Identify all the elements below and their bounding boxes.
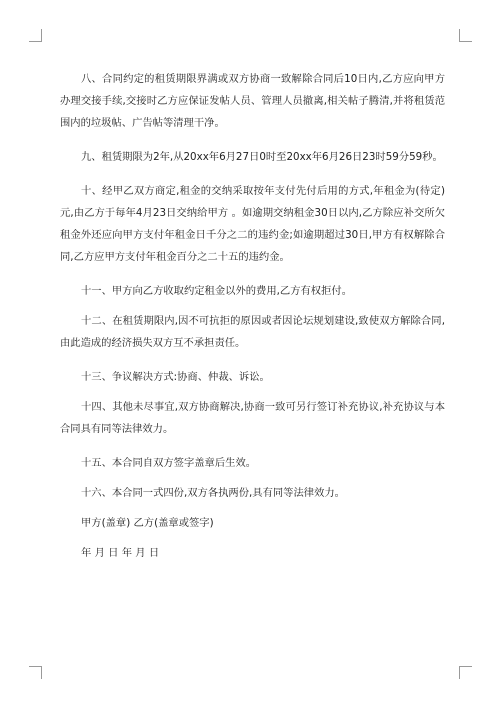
crop-mark-bottom-right — [459, 666, 472, 679]
signature-dates: 年 月 日 年 月 日 — [81, 547, 160, 559]
clause-13: 十三、争议解决方式:协商、仲裁、诉讼。 — [81, 371, 270, 383]
clause-9: 九、租赁期限为2年,从20xx年6月27日0时至20xx年6月26日23时59分59秒。 — [81, 151, 443, 163]
crop-mark-bottom-left — [29, 666, 42, 679]
clause-15: 十五、本合同自双方签字盖章后生效。 — [81, 457, 257, 469]
document-body — [60, 68, 445, 572]
clause-11: 十一、甲方向乙方收取约定租金以外的费用,乙方有权拒付。 — [81, 285, 352, 297]
clause-16: 十六、本合同一式四份,双方各执两份,具有同等法律效力。 — [81, 487, 345, 499]
clause-12: 十二、在租赁期限内,因不可抗拒的原因或者因论坛规划建设,致使双方解除合同,由此造成的经济损失双方互不承担责任。 — [60, 315, 445, 349]
crop-mark-top-right — [459, 29, 472, 42]
clause-8: 八、合同约定的租赁期限界满或双方协商一致解除合同后10日内,乙方应向甲方办理交接手续,交接时乙方应保证发帖人员、管理人员撤离,相关帖子腾清,并将租赁范围内的垃圾帖、广告帖等清理干净。 — [60, 73, 445, 129]
clause-14: 十四、其他未尽事宜,双方协商解决,协商一致可另行签订补充协议,补充协议与本合同具有同等法律效力。 — [60, 401, 445, 435]
crop-mark-top-left — [29, 29, 42, 42]
clause-10: 十、经甲乙双方商定,租金的交纳采取按年支付先付后用的方式,年租金为(待定)元,由乙方于每年4月23日交纳给甲方 。如逾期交纳租金30日以内,乙方除应补交所欠租金外还应向甲方支付年租金日千分之二的违约金;如逾期超过30日,甲方有权解除合同,乙方应甲方支付年租金百分之二十五的违约金。 — [60, 185, 445, 263]
signature-parties: 甲方(盖章) 乙方(盖章或签字) — [81, 517, 214, 529]
